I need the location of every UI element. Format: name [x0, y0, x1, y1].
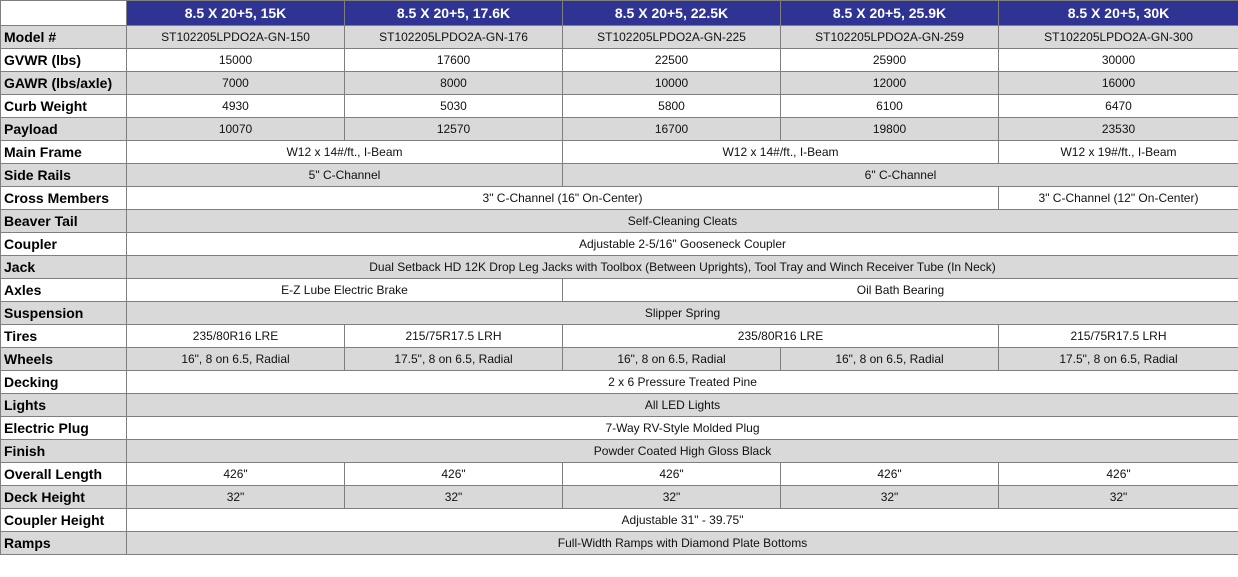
spec-value-cell: 32": [781, 486, 999, 509]
spec-value-cell: 25900: [781, 49, 999, 72]
spec-value-cell: 7-Way RV-Style Molded Plug: [127, 417, 1238, 440]
spec-value-cell: Self-Cleaning Cleats: [127, 210, 1238, 233]
spec-value-cell: ST102205LPDO2A-GN-150: [127, 26, 345, 49]
table-row: [1, 118, 1238, 141]
spec-value-cell: Adjustable 2-5/16" Gooseneck Coupler: [127, 233, 1238, 256]
table-row: [1, 26, 1238, 49]
row-label: Deck Height: [1, 486, 127, 509]
spec-value-cell: 3" C-Channel (16" On-Center): [127, 187, 999, 210]
spec-value-cell: 2 x 6 Pressure Treated Pine: [127, 371, 1238, 394]
table-row: [1, 187, 1238, 210]
spec-value-cell: 5800: [563, 95, 781, 118]
table-row: [1, 164, 1238, 187]
table-row: [1, 95, 1238, 118]
spec-value-cell: All LED Lights: [127, 394, 1238, 417]
spec-value-cell: 4930: [127, 95, 345, 118]
row-label: Cross Members: [1, 187, 127, 210]
column-header-30k: 8.5 X 20+5, 30K: [999, 1, 1238, 26]
row-label: Wheels: [1, 348, 127, 371]
header-corner-cell: [1, 1, 127, 26]
spec-value-cell: 6" C-Channel: [563, 164, 1238, 187]
spec-value-cell: 215/75R17.5 LRH: [999, 325, 1238, 348]
spec-value-cell: W12 x 14#/ft., I-Beam: [127, 141, 563, 164]
spec-value-cell: 16", 8 on 6.5, Radial: [781, 348, 999, 371]
row-label: Coupler Height: [1, 509, 127, 532]
spec-value-cell: 23530: [999, 118, 1238, 141]
row-label: Tires: [1, 325, 127, 348]
column-header-25-9k: 8.5 X 20+5, 25.9K: [781, 1, 999, 26]
table-row: [1, 394, 1238, 417]
table-row: [1, 72, 1238, 95]
spec-value-cell: 17.5", 8 on 6.5, Radial: [345, 348, 563, 371]
spec-value-cell: 16", 8 on 6.5, Radial: [127, 348, 345, 371]
table-row: [1, 325, 1238, 348]
spec-value-cell: 5" C-Channel: [127, 164, 563, 187]
spec-value-cell: 12000: [781, 72, 999, 95]
row-label: Model #: [1, 26, 127, 49]
spec-value-cell: 8000: [345, 72, 563, 95]
spec-value-cell: 32": [563, 486, 781, 509]
spec-value-cell: 3" C-Channel (12" On-Center): [999, 187, 1238, 210]
spec-value-cell: 215/75R17.5 LRH: [345, 325, 563, 348]
spec-value-cell: 30000: [999, 49, 1238, 72]
row-label: Overall Length: [1, 463, 127, 486]
spec-value-cell: ST102205LPDO2A-GN-300: [999, 26, 1238, 49]
row-label: Side Rails: [1, 164, 127, 187]
spec-value-cell: Adjustable 31" - 39.75": [127, 509, 1238, 532]
spec-value-cell: 16", 8 on 6.5, Radial: [563, 348, 781, 371]
table-row: [1, 463, 1238, 486]
spec-value-cell: 12570: [345, 118, 563, 141]
table-row: [1, 532, 1238, 555]
table-row: [1, 486, 1238, 509]
column-header-22-5k: 8.5 X 20+5, 22.5K: [563, 1, 781, 26]
spec-value-cell: Slipper Spring: [127, 302, 1238, 325]
spec-value-cell: ST102205LPDO2A-GN-225: [563, 26, 781, 49]
row-label: Payload: [1, 118, 127, 141]
spec-value-cell: 32": [345, 486, 563, 509]
spec-value-cell: 19800: [781, 118, 999, 141]
table-row: [1, 509, 1238, 532]
column-header-15k: 8.5 X 20+5, 15K: [127, 1, 345, 26]
spec-value-cell: 426": [999, 463, 1238, 486]
table-row: [1, 233, 1238, 256]
row-label: Beaver Tail: [1, 210, 127, 233]
row-label: Ramps: [1, 532, 127, 555]
spec-value-cell: 15000: [127, 49, 345, 72]
row-label: GAWR (lbs/axle): [1, 72, 127, 95]
row-label: Jack: [1, 256, 127, 279]
row-label: Main Frame: [1, 141, 127, 164]
spec-value-cell: W12 x 14#/ft., I-Beam: [563, 141, 999, 164]
table-row: [1, 302, 1238, 325]
spec-value-cell: 16000: [999, 72, 1238, 95]
spec-value-cell: 10070: [127, 118, 345, 141]
spec-table-body: [1, 26, 1238, 555]
spec-value-cell: 6100: [781, 95, 999, 118]
row-label: Lights: [1, 394, 127, 417]
table-row: [1, 417, 1238, 440]
spec-value-cell: 426": [563, 463, 781, 486]
table-row: [1, 348, 1238, 371]
header-row: [1, 1, 1238, 26]
spec-value-cell: E-Z Lube Electric Brake: [127, 279, 563, 302]
spec-value-cell: 6470: [999, 95, 1238, 118]
spec-value-cell: 5030: [345, 95, 563, 118]
spec-value-cell: 10000: [563, 72, 781, 95]
spec-value-cell: 22500: [563, 49, 781, 72]
column-header-17-6k: 8.5 X 20+5, 17.6K: [345, 1, 563, 26]
spec-value-cell: 7000: [127, 72, 345, 95]
spec-value-cell: 32": [127, 486, 345, 509]
spec-value-cell: Dual Setback HD 12K Drop Leg Jacks with Toolbox (Between Uprights), Tool Tray and Winch Receiver Tube (In Neck): [127, 256, 1238, 279]
spec-value-cell: Full-Width Ramps with Diamond Plate Bottoms: [127, 532, 1238, 555]
table-row: [1, 141, 1238, 164]
spec-value-cell: W12 x 19#/ft., I-Beam: [999, 141, 1238, 164]
row-label: Coupler: [1, 233, 127, 256]
row-label: Suspension: [1, 302, 127, 325]
row-label: Curb Weight: [1, 95, 127, 118]
spec-value-cell: ST102205LPDO2A-GN-259: [781, 26, 999, 49]
spec-value-cell: 426": [781, 463, 999, 486]
spec-value-cell: ST102205LPDO2A-GN-176: [345, 26, 563, 49]
table-row: [1, 210, 1238, 233]
spec-value-cell: 426": [127, 463, 345, 486]
spec-value-cell: 17600: [345, 49, 563, 72]
table-row: [1, 256, 1238, 279]
table-row: [1, 279, 1238, 302]
spec-value-cell: Oil Bath Bearing: [563, 279, 1238, 302]
spec-value-cell: 235/80R16 LRE: [563, 325, 999, 348]
spec-value-cell: Powder Coated High Gloss Black: [127, 440, 1238, 463]
row-label: Finish: [1, 440, 127, 463]
spec-value-cell: 235/80R16 LRE: [127, 325, 345, 348]
table-row: [1, 440, 1238, 463]
row-label: Electric Plug: [1, 417, 127, 440]
spec-value-cell: 17.5", 8 on 6.5, Radial: [999, 348, 1238, 371]
table-row: [1, 49, 1238, 72]
row-label: GVWR (lbs): [1, 49, 127, 72]
spec-value-cell: 426": [345, 463, 563, 486]
spec-value-cell: 16700: [563, 118, 781, 141]
row-label: Axles: [1, 279, 127, 302]
row-label: Decking: [1, 371, 127, 394]
table-row: [1, 371, 1238, 394]
spec-value-cell: 32": [999, 486, 1238, 509]
